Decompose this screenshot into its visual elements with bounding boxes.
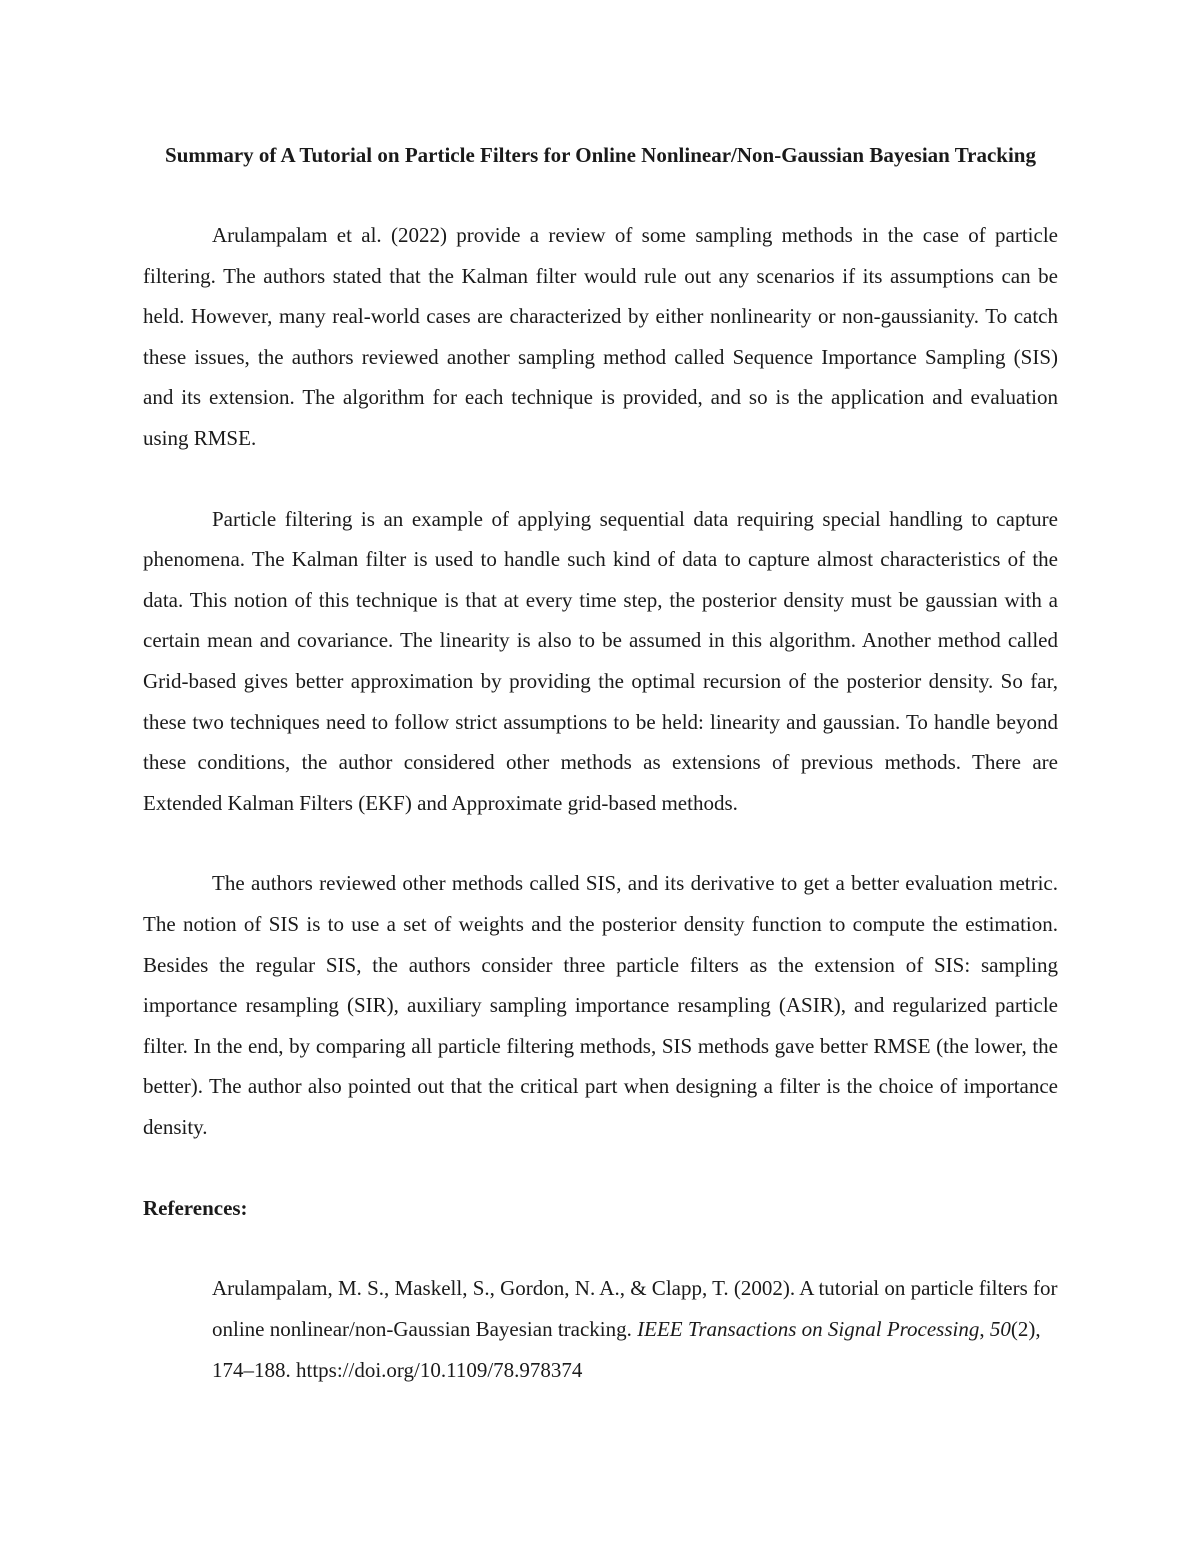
references-heading: References: (143, 1196, 248, 1221)
body-paragraph-3: The authors reviewed other methods called SIS, and its derivative to get a better evaluation metric. The notion of SIS is to use a set of weights and the posterior density function to compute the estimation. Besides the regular SIS, the authors consider three particle filters as the extension of SIS: sampling importance resampling (SIR), auxiliary sampling importance resampling (ASIR), and regularized particle filter. In the end, by comparing all particle filtering methods, SIS methods gave better RMSE (the lower, the better). The author also pointed out that the critical part when designing a filter is the choice of importance density. (143, 871, 1058, 1139)
document-title: Summary of A Tutorial on Particle Filters for Online Nonlinear/Non-Gaussian Bayesian Tracking (165, 143, 1036, 167)
reference-volume: 50 (989, 1317, 1011, 1342)
reference-entry (143, 1268, 1058, 1390)
body-paragraph-2: Particle filtering is an example of applying sequential data requiring special handling to capture phenomena. The Kalman filter is used to handle such kind of data to capture almost characteristics of the data. This notion of this technique is that at every time step, the posterior density must be gaussian with a certain mean and covariance. The linearity is also to be assumed in this algorithm. Another method called Grid-based gives better approximation by providing the optimal recursion of the posterior density. So far, these two techniques need to follow strict assumptions to be held: linearity and gaussian. To handle beyond these conditions, the author considered other methods as extensions of previous methods. There are Extended Kalman Filters (EKF) and Approximate grid-based methods. (143, 506, 1058, 815)
reference-authors-title: Arulampalam, M. S., Maskell, S., Gordon, N. A., & Clapp, T. (2002). A tutorial on particle filters for online nonlinear/non-Gaussian Bayesian tracking. (212, 1276, 1058, 1342)
document-page (143, 135, 1058, 1390)
reference-doi-link[interactable]: https://doi.org/10.1109/78.978374 (296, 1357, 583, 1382)
reference-issue-pages: (2), 174–188. (212, 1317, 1041, 1382)
reference-journal: IEEE Transactions on Signal Processing (637, 1317, 980, 1342)
reference-separator: , (979, 1317, 990, 1342)
body-paragraph-1: Arulampalam et al. (2022) provide a review of some sampling methods in the case of particle filtering. The authors stated that the Kalman filter would rule out any scenarios if its assumptions can be held. However, many real-world cases are characterized by either nonlinearity or non-gaussianity. To catch these issues, the authors reviewed another sampling method called Sequence Importance Sampling (SIS) and its extension. The algorithm for each technique is provided, and so is the application and evaluation using RMSE. (143, 223, 1058, 450)
